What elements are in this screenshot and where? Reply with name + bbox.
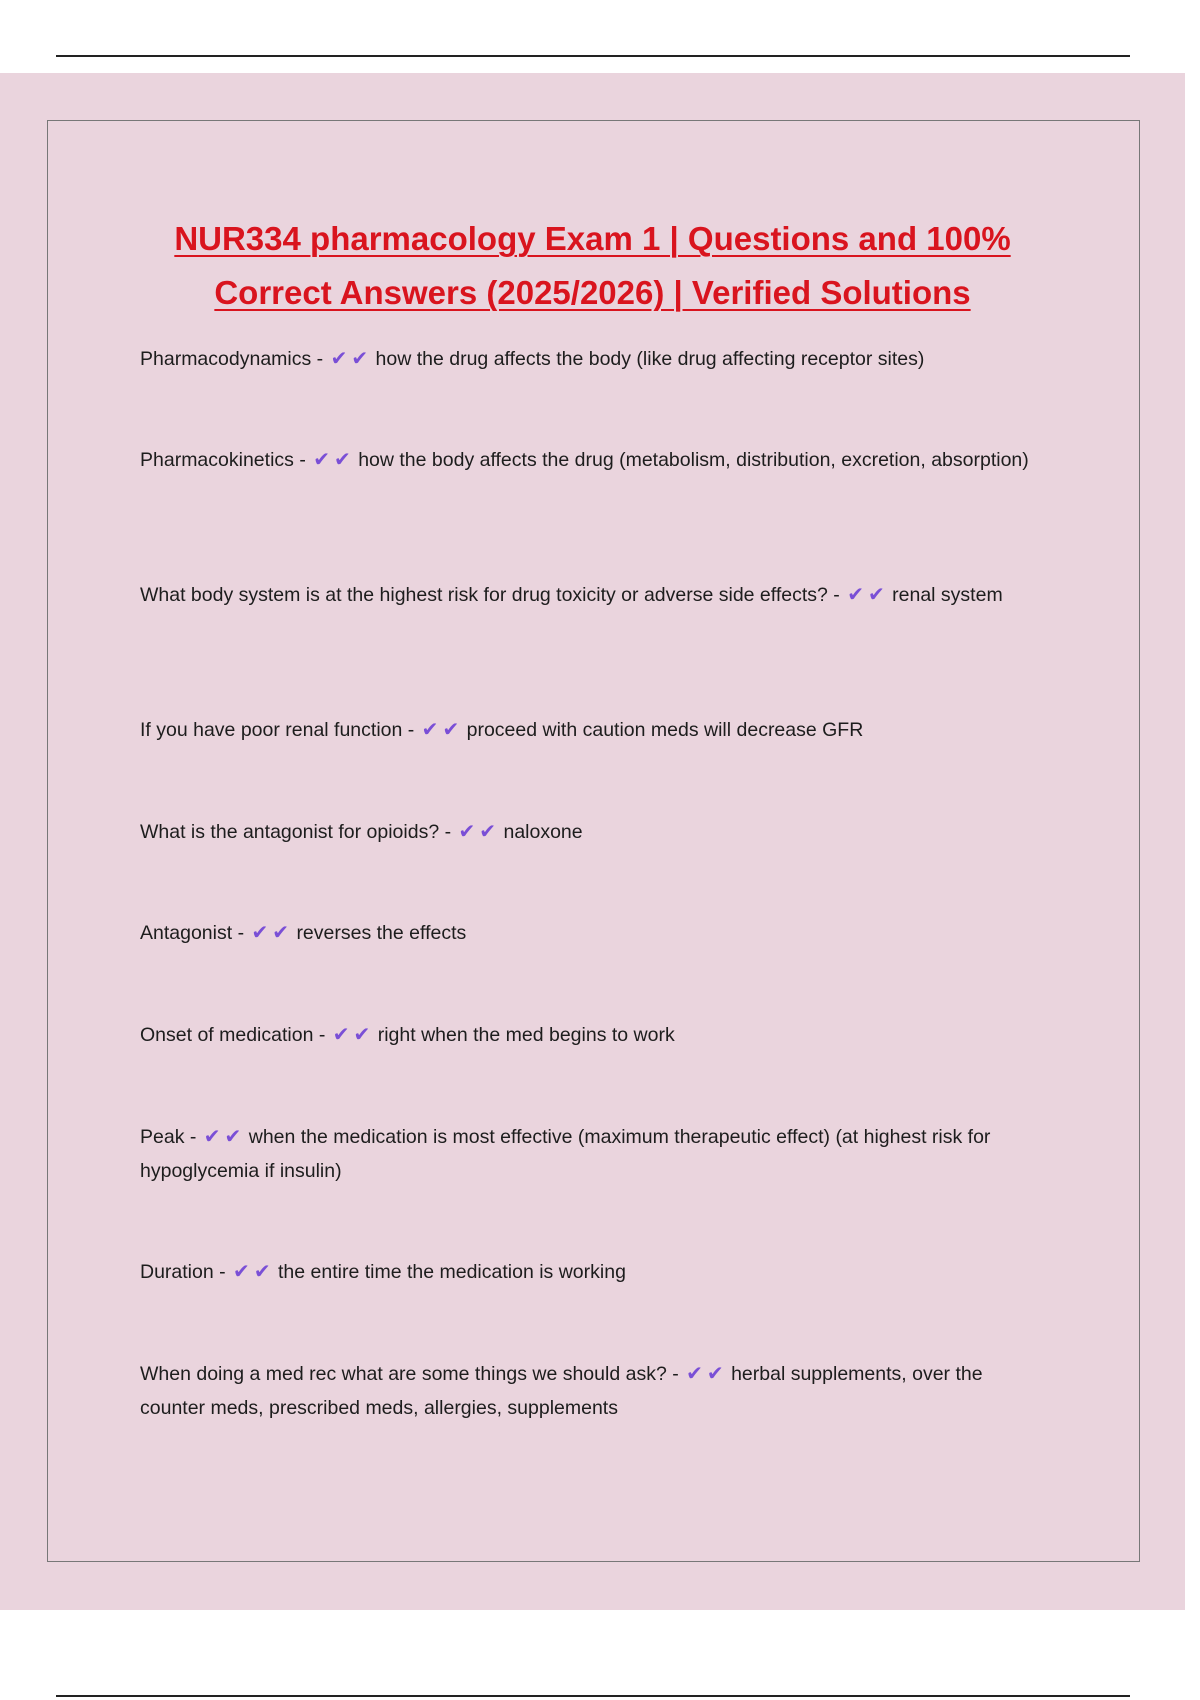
check-icon: ✔: [203, 1126, 221, 1148]
question-text: Duration -: [140, 1261, 226, 1283]
qa-item: [140, 1018, 1050, 1052]
check-icon: ✔: [233, 1261, 250, 1283]
question-text: Antagonist -: [140, 922, 245, 944]
check-icon: ✔: [313, 449, 330, 471]
title-line-1: NUR334 pharmacology Exam 1 | Questions and 100%: [174, 220, 1011, 257]
check-icon: ✔: [253, 1261, 271, 1283]
check-icon: ✔: [330, 348, 348, 370]
check-icon: ✔: [224, 1126, 242, 1148]
check-icon: ✔: [334, 449, 351, 471]
check-icon: ✔: [867, 584, 885, 606]
answer-text: how the body affects the drug (metabolism, distribution, excretion, absorption): [358, 449, 1029, 471]
check-icon: ✔: [272, 922, 290, 944]
answer-text: right when the med begins to work: [377, 1024, 675, 1046]
check-icon: ✔: [479, 821, 497, 843]
check-icon: ✔: [421, 719, 439, 741]
answer-text: the entire time the medication is working: [278, 1261, 626, 1283]
answer-text: herbal supplements, over the counter meds, prescribed meds, allergies, supplements: [140, 1363, 983, 1419]
header-rule: [56, 55, 1130, 57]
qa-item: [140, 443, 1050, 477]
check-icon: ✔: [458, 821, 476, 843]
question-text: What body system is at the highest risk for drug toxicity or adverse side effects? -: [140, 584, 840, 606]
qa-item: [140, 578, 1050, 612]
check-icon: ✔: [332, 1024, 350, 1046]
question-text: Onset of medication -: [140, 1024, 326, 1046]
question-text: Pharmacokinetics -: [140, 449, 306, 471]
answer-text: when the medication is most effective (maximum therapeutic effect) (at highest risk for hypoglycemia if insulin): [140, 1126, 991, 1182]
title-line-2: Correct Answers (2025/2026) | Verified Solutions: [214, 274, 971, 311]
footer-rule: [56, 1695, 1130, 1697]
qa-item: [140, 1357, 1050, 1425]
answer-text: reverses the effects: [296, 922, 467, 944]
check-icon: ✔: [353, 1024, 371, 1046]
question-text: If you have poor renal function -: [140, 719, 415, 741]
check-icon: ✔: [686, 1363, 703, 1385]
qa-item: [140, 815, 1050, 849]
check-icon: ✔: [847, 584, 864, 606]
check-icon: ✔: [251, 922, 269, 944]
answer-text: naloxone: [503, 821, 583, 843]
answer-text: how the drug affects the body (like drug affecting receptor sites): [375, 348, 925, 370]
qa-item: [140, 916, 1050, 950]
question-text: Peak -: [140, 1126, 197, 1148]
answer-text: proceed with caution meds will decrease GFR: [466, 719, 864, 741]
check-icon: ✔: [351, 348, 369, 370]
question-text: Pharmacodynamics -: [140, 348, 324, 370]
check-icon: ✔: [442, 719, 460, 741]
question-text: What is the antagonist for opioids? -: [140, 821, 452, 843]
qa-item: [140, 713, 1050, 747]
qa-item: [140, 1255, 1050, 1289]
check-icon: ✔: [706, 1363, 724, 1385]
question-text: When doing a med rec what are some things we should ask? -: [140, 1363, 679, 1385]
answer-text: renal system: [892, 584, 1003, 606]
qa-item: [140, 342, 1050, 376]
document-title: [100, 212, 1085, 320]
qa-item: [140, 1120, 1050, 1188]
